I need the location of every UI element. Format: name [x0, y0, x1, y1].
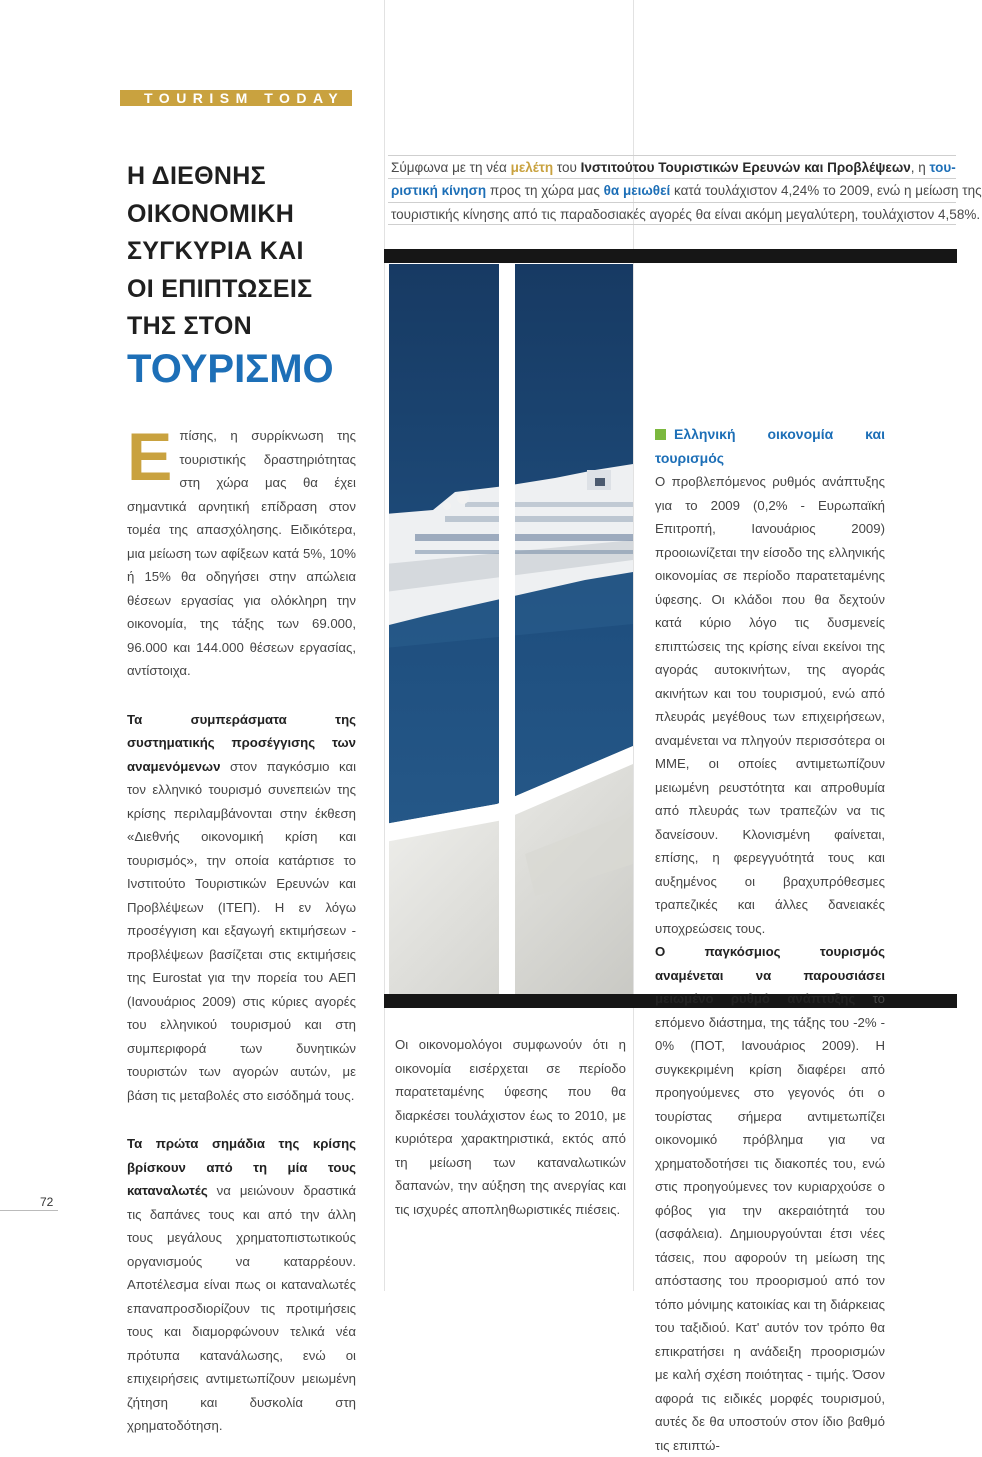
title-line: ΤΗΣ ΣΤΟΝ — [127, 312, 252, 340]
lead-line: ριστική κίνηση προς τη χώρα μας θα μειωθεί κατά τουλάχιστον 4,24% το 2009, ενώ η μείωση της — [388, 178, 956, 201]
title-line: ΟΙΚΟΝΟΜΙΚΗ — [127, 199, 295, 228]
paragraph: Ο προβλεπόμενος ρυθμός ανάπτυξης για το 2009 (0,2% - Ευρωπαϊκή Επιτροπή, Ιανουάριος 2009) προοιωνίζεται την είσοδο της ελληνικής οικονομίας σε περίοδο παρατεταμένης ύφεσης. Οι κλάδοι που θα δεχτούν κατά κύριο λόγο τις δυσμενείς επιπτώσεις της κρίσης είναι εκείνοι της αγοράς αυτοκινήτων, της αγοράς ακινήτων και του τουρισμού, ενώ από πλευράς μεγέθους των επιχειρήσεων, αναμένεται να πληγούν περισσότερα οι ΜΜΕ, οι οποίες αντιμετωπίζουν μειωμένη ρευστότητα και απροθυμία από πλευράς των τραπεζών να τις δανείσουν. Κλονισμένη φαίνεται, επίσης, η φερεγγυότητά τους και αυξημένος οι βραχυπρόθεσμες τραπεζικές και άλλες δανειακές υποχρεώσεις τους. — [655, 474, 885, 936]
lead-paragraph — [388, 155, 982, 225]
title-line: ΣΥΓΚΥΡΙΑ ΚΑΙ — [127, 237, 304, 265]
photo-caption: Οι οικονομολόγοι συμφωνούν ότι η οικονομία εισέρχεται σε περίοδο παρατεταμένης ύφεσης που θα διαρκέσει τουλάχιστον έως το 2010, με κυριότερα χαρακτηριστικά, εκτός από τη μείωση των καταναλωτικών δαπανών, την αύξηση της ανεργίας και τις ισχυρές αποπληθωριστικές πιέσεις. — [395, 1037, 626, 1217]
cruise-ship-photo — [385, 264, 633, 994]
subhead: Ελληνική οικονομία και τουρισμός — [655, 426, 885, 466]
photo-top-bar — [384, 249, 957, 263]
left-column — [127, 419, 356, 1438]
drop-cap: Ε — [127, 419, 173, 495]
lead-line: Σύμφωνα με τη νέα μελέτη του Ινστιτούτου Τουριστικών Ερευνών και Προβλέψεων, η του- — [388, 155, 956, 178]
title-line: ΟΙ ΕΠΙΠΤΩΣΕΙΣ — [127, 274, 313, 303]
page-number: 72 — [40, 1195, 54, 1209]
paragraph: Επίσης, η συρρίκνωση της τουριστικής δραστηριότητας στη χώρα μας θα έχει σημαντικά αρνητική επίδραση στον τομέα της απασχόλησης. Ειδικότερα, μια μείωση των αφίξεων κατά 5%, 10% ή 15% θα οδηγήσει στην απώλεια θέσεων εργασίας για ολόκληρη την οικονομία, της τάξης των 69.000, 96.000 και 144.000 θέσεων εργασίας, αντίστοιχα. — [127, 419, 356, 678]
lead-line: τουριστικής κίνησης από τις παραδοσιακές αγορές θα είναι ακόμη μεγαλύτερη, τουλάχιστον 4,58%. — [388, 202, 956, 225]
article-title — [127, 158, 367, 394]
title-highlight: ΤΟΥΡΙΣΜΟ — [127, 346, 334, 391]
paragraph: Τα συμπεράσματα της συστηματικής προσέγγισης των αναμενόμενων στον παγκόσμιο και τον ελληνικό τουρισμό συνεπειών της κρίσης περιλαμβάνονται στην έκθεση «Διεθνής οικονομική κρίση και τουρισμός», την οποία κατάρτισε το Ινστιτούτο Τουριστικών Ερευνών και Προβλέψεων (ΙΤΕΠ). Η εν λόγω προσέγγιση και εξαγωγή εκτιμήσεων - προβλέψεων βασίζεται στις εκτιμήσεις της Eurostat για την πορεία του ΑΕΠ (Ιανουάριος 2009) στις κύριες αγορές του ελληνικού τουρισμού και στη συμπεριφορά των δυνητικών τουριστών των αγορών αυτών, με βάση τις μεταβολές στο εισόδημά τους. — [127, 711, 356, 1103]
paragraph: Τα πρώτα σημάδια της κρίσης βρίσκουν από τη μία τους καταναλωτές να μειώνουν δραστικά τις δαπάνες τους και από την άλλη τους μεγάλους χρηματοπιστωτικούς οργανισμούς να καταρρέουν. Αποτέλεσμα είναι πως οι καταναλωτές επαναπροσδιορίζουν τις προτιμήσεις τους και διαμορφώνουν τελικά νέα πρότυπα κατανάλωσης, ενώ οι επιχειρήσεις αντιμετωπίζουν μειωμένη ζήτηση και δυσκολία στη χρηματοδότηση. — [127, 1136, 356, 1433]
title-line: Η ΔΙΕΘΝΗΣ — [127, 162, 266, 190]
section-brand: TOURISM TODAY — [120, 90, 352, 106]
right-column — [655, 423, 885, 1457]
paragraph: Ο παγκόσμιος τουρισμός αναμένεται να παρουσιάσει μειωμένο ρυθμό ανάπτυξης το επόμενο διάστημα, της τάξης του -2% - 0% (ΠΟΤ, Ιανουάριος 2009). Η συγκεκριμένη κρίση διαφέρει από προηγούμενες στο γεγονός ότι ο τουρίστας σήμερα αντιμετωπίζει οικονομικό πρόβλημα για να χρηματοδοτήσει τις διακοπές του, ενώ στις προηγούμενες τον κυριαρχούσε ο φόβος για την ακεραιότητά του (ασφάλεια). Δημιουργούνται έτσι νέες τάσεις, που αφορούν τη μείωση της απόστασης του προορισμού από τον τόπο μόνιμης κατοικίας και τη διάρκειας του ταξιδιού. Κατ' αυτόν τον τρόπο θα επικρατήσει η ανάδειξη προορισμών με καλή σχέση ποιότητας - τιμής. Όσον αφορά τις ειδικές μορφές τουρισμού, αυτές δε θα υποστούν στον ίδιο βαθμό τις επιπτώ- — [655, 944, 885, 1453]
page-number-rule — [0, 1210, 58, 1211]
bullet-square-icon — [655, 429, 666, 440]
